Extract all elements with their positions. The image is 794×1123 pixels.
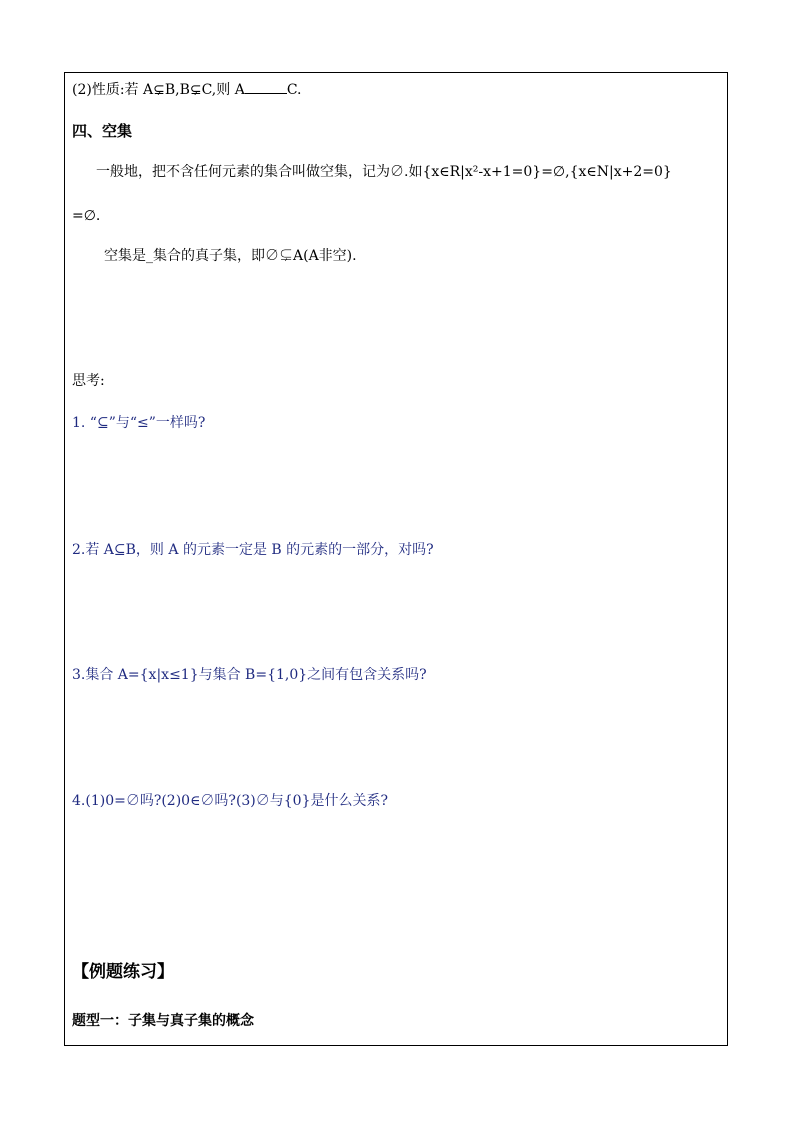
empty-set-definition-cont: =∅. — [72, 208, 101, 224]
examples-heading: 【例题练习】 — [72, 962, 174, 982]
empty-set-definition: 一般地，把不含任何元素的集合叫做空集，记为∅.如{x∈R|x²-x+1=0}=∅,{x∈N|x+2=0} — [96, 164, 672, 180]
question-3: 3.集合 A={x|x≤1}与集合 B={1,0}之间有包含关系吗? — [72, 667, 427, 683]
question-4: 4.(1)0=∅吗?(2)0∈∅吗?(3)∅与{0}是什么关系? — [72, 793, 388, 809]
property-suffix: C. — [286, 82, 302, 98]
content-frame — [64, 72, 728, 1046]
answer-blank — [245, 80, 287, 94]
question-1: 1. “⊆”与“≤”一样吗? — [72, 415, 206, 431]
section-four-heading: 四、空集 — [72, 122, 133, 140]
think-label: 思考: — [72, 373, 105, 389]
type-one-heading: 题型一：子集与真子集的概念 — [72, 1013, 254, 1029]
question-2: 2.若 A⊆B，则 A 的元素一定是 B 的元素的一部分，对吗? — [72, 542, 434, 558]
property-prefix: (2)性质:若 A⊊B,B⊊C,则 A — [72, 82, 245, 98]
property-line — [72, 80, 302, 99]
empty-set-note: 空集是_集合的真子集，即∅⊊A(A非空). — [104, 248, 357, 264]
